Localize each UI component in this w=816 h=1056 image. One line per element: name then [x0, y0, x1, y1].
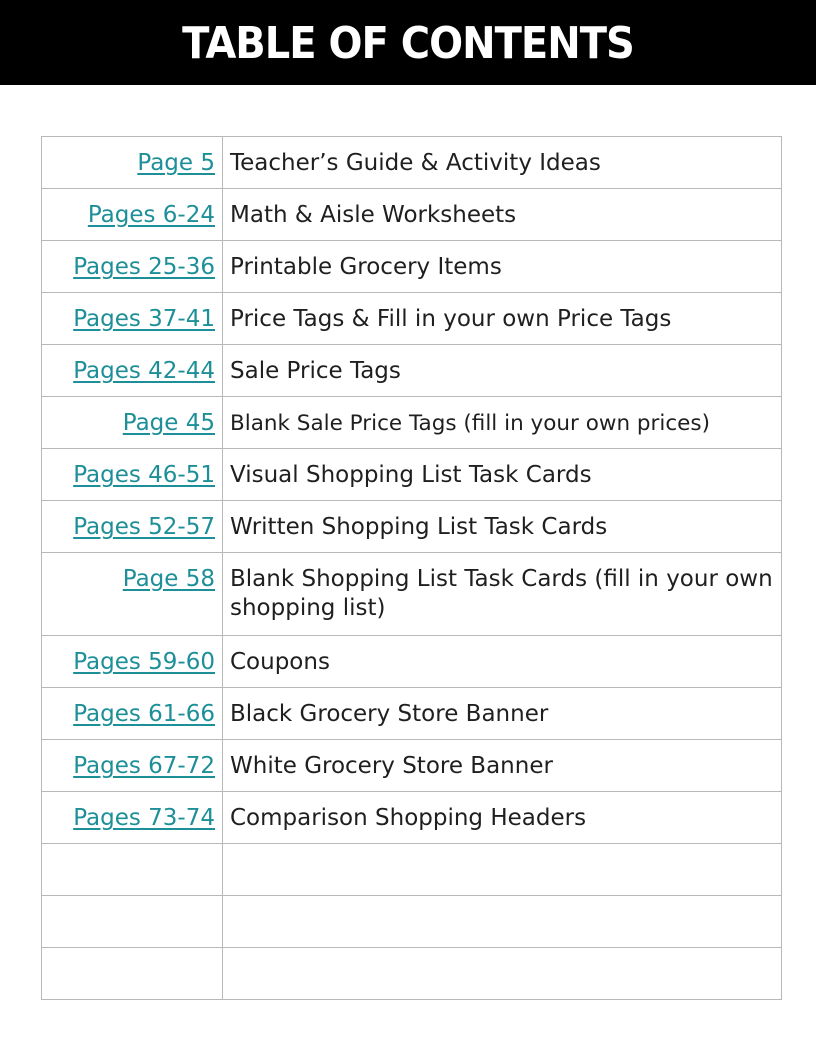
toc-page-cell	[42, 740, 223, 792]
toc-page-link[interactable]: Page 5	[137, 150, 215, 176]
toc-row	[42, 137, 782, 189]
toc-row	[42, 397, 782, 449]
toc-description-cell	[223, 792, 782, 844]
toc-description: Black Grocery Store Banner	[230, 701, 549, 727]
toc-page-link[interactable]: Pages 52-57	[73, 514, 215, 540]
toc-description: Blank Sale Price Tags (fill in your own prices)	[230, 411, 711, 436]
toc-page-link[interactable]: Pages 37-41	[73, 306, 215, 332]
toc-page-link[interactable]: Page 45	[122, 410, 215, 436]
toc-page-link[interactable]: Pages 6-24	[87, 202, 215, 228]
toc-page-link[interactable]: Pages 67-72	[73, 753, 215, 779]
toc-page-link[interactable]: Pages 73-74	[73, 805, 215, 831]
toc-row	[42, 501, 782, 553]
toc-description: Printable Grocery Items	[230, 254, 502, 280]
toc-page-cell	[42, 896, 223, 948]
toc-description-cell	[223, 345, 782, 397]
toc-description: Math & Aisle Worksheets	[230, 202, 517, 228]
toc-description-cell	[223, 948, 782, 1000]
toc-page-link[interactable]: Pages 61-66	[73, 701, 215, 727]
toc-description: Comparison Shopping Headers	[230, 805, 587, 831]
toc-page-link[interactable]: Pages 42-44	[73, 358, 215, 384]
toc-row-empty	[42, 948, 782, 1000]
toc-description-cell	[223, 636, 782, 688]
toc-row	[42, 293, 782, 345]
toc-row	[42, 792, 782, 844]
toc-page-cell	[42, 241, 223, 293]
toc-row	[42, 189, 782, 241]
toc-description: Teacher’s Guide & Activity Ideas	[230, 150, 601, 176]
toc-page-cell	[42, 792, 223, 844]
toc-description-cell	[223, 397, 782, 449]
toc-page-cell	[42, 293, 223, 345]
toc-description: White Grocery Store Banner	[230, 753, 553, 779]
toc-page-cell	[42, 844, 223, 896]
toc-row-empty	[42, 896, 782, 948]
toc-table	[41, 136, 782, 1000]
toc-row-empty	[42, 844, 782, 896]
toc-description: Sale Price Tags	[230, 358, 401, 384]
toc-description-cell	[223, 501, 782, 553]
toc-page-link[interactable]: Pages 59-60	[73, 649, 215, 675]
toc-row	[42, 636, 782, 688]
toc-description-cell	[223, 449, 782, 501]
toc-row	[42, 740, 782, 792]
toc-description-cell	[223, 553, 782, 636]
toc-row	[42, 688, 782, 740]
toc-page-link[interactable]: Pages 46-51	[73, 462, 215, 488]
toc-row	[42, 449, 782, 501]
toc-page-link[interactable]: Pages 25-36	[73, 254, 215, 280]
toc-page-cell	[42, 948, 223, 1000]
toc-description: Written Shopping List Task Cards	[230, 514, 608, 540]
toc-description-cell	[223, 740, 782, 792]
toc-description: Coupons	[230, 649, 330, 675]
toc-page-cell	[42, 688, 223, 740]
toc-page-cell	[42, 449, 223, 501]
toc-description: Price Tags & Fill in your own Price Tags	[230, 306, 672, 332]
toc-row	[42, 241, 782, 293]
toc-description-cell	[223, 293, 782, 345]
toc-description-cell	[223, 241, 782, 293]
toc-page-cell	[42, 397, 223, 449]
toc-row	[42, 345, 782, 397]
toc-description: Blank Shopping List Task Cards (fill in your own shopping list)	[230, 566, 773, 621]
toc-page-cell	[42, 189, 223, 241]
toc-description-cell	[223, 896, 782, 948]
toc-page-link[interactable]: Page 58	[122, 566, 215, 592]
toc-page-cell	[42, 636, 223, 688]
toc-page-cell	[42, 501, 223, 553]
toc-description-cell	[223, 688, 782, 740]
toc-page-cell	[42, 345, 223, 397]
toc-row	[42, 553, 782, 636]
toc-page-cell	[42, 553, 223, 636]
page-title: TABLE OF CONTENTS	[182, 18, 634, 69]
toc-page-cell	[42, 137, 223, 189]
toc-description-cell	[223, 844, 782, 896]
toc-description-cell	[223, 189, 782, 241]
header-bar	[0, 0, 816, 85]
toc-description: Visual Shopping List Task Cards	[230, 462, 592, 488]
toc-description-cell	[223, 137, 782, 189]
